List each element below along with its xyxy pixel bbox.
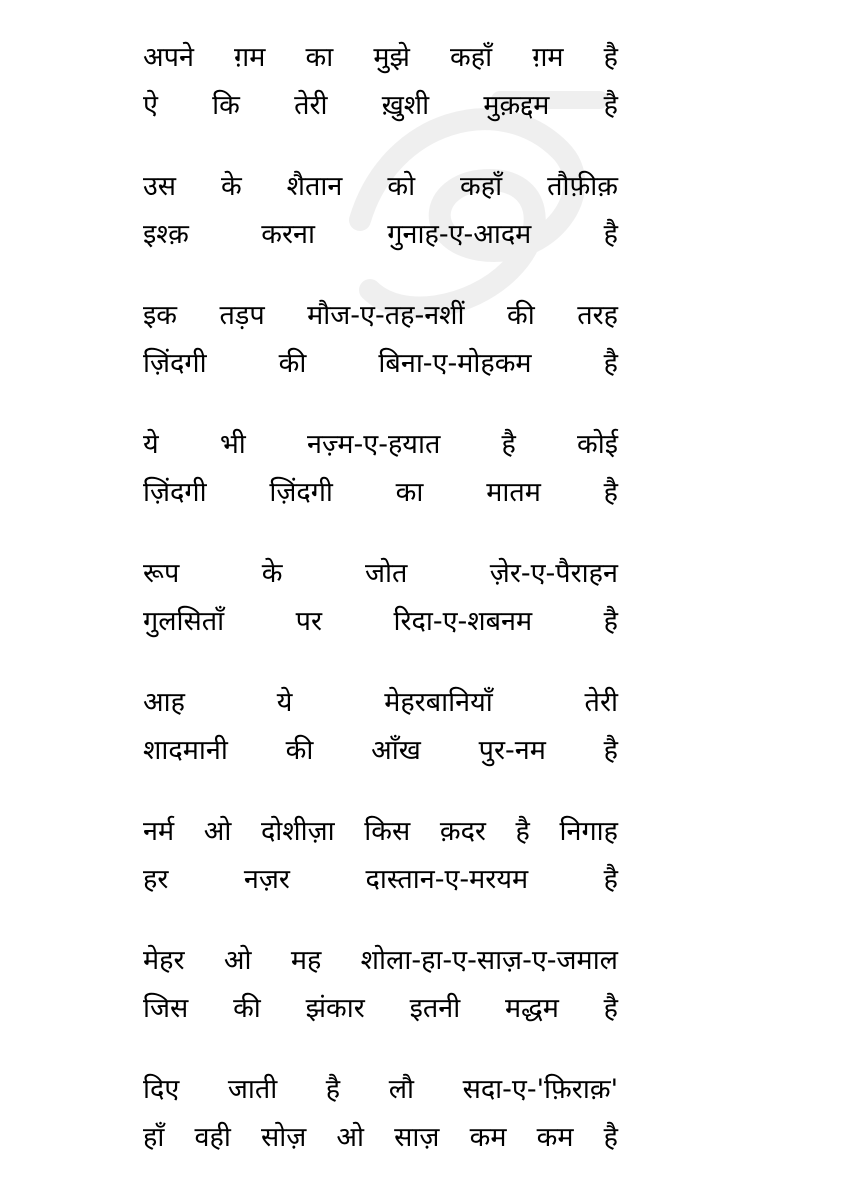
sher-2: [143, 163, 618, 292]
sher-9: [143, 1066, 618, 1195]
sher-3: [143, 292, 618, 421]
sher-4: [143, 421, 618, 550]
misra-1: नर्म ओ दोशीज़ा किस क़दर है निगाह: [143, 816, 618, 847]
misra-1: ये भी नज़्म-ए-हयात है कोई: [143, 429, 618, 460]
misra-2: ज़िंदगी ज़िंदगी का मातम है: [143, 477, 618, 508]
sher-8: [143, 937, 618, 1066]
misra-2: हर नज़र दास्तान-ए-मरयम है: [143, 864, 618, 895]
misra-2: जिस की झंकार इतनी मद्धम है: [143, 993, 618, 1024]
misra-1: इक तड़प मौज-ए-तह-नशीं की तरह: [143, 300, 618, 331]
sher-1: [143, 34, 618, 163]
misra-1: उस के शैतान को कहाँ तौफ़ीक़: [143, 171, 618, 202]
misra-2: शादमानी की आँख पुर-नम है: [143, 735, 618, 766]
misra-2: ऐ कि तेरी ख़ुशी मुक़द्दम है: [143, 90, 618, 121]
misra-2: हाँ वही सोज़ ओ साज़ कम कम है: [143, 1122, 618, 1153]
misra-1: रूप के जोत ज़ेर-ए-पैराहन: [143, 558, 618, 589]
sher-6: [143, 679, 618, 808]
misra-2: गुलसिताँ पर रिदा-ए-शबनम है: [143, 606, 618, 637]
misra-1: दिए जाती है लौ सदा-ए-'फ़िराक़': [143, 1074, 618, 1105]
sher-5: [143, 550, 618, 679]
misra-1: आह ये मेहरबानियाँ तेरी: [143, 687, 618, 718]
misra-2: ज़िंदगी की बिना-ए-मोहकम है: [143, 348, 618, 379]
misra-1: अपने ग़म का मुझे कहाँ ग़म है: [143, 42, 618, 73]
ghazal-text: [143, 34, 618, 1195]
misra-1: मेहर ओ मह शोला-हा-ए-साज़-ए-जमाल: [143, 945, 618, 976]
misra-2: इश्क़ करना गुनाह-ए-आदम है: [143, 219, 618, 250]
sher-7: [143, 808, 618, 937]
